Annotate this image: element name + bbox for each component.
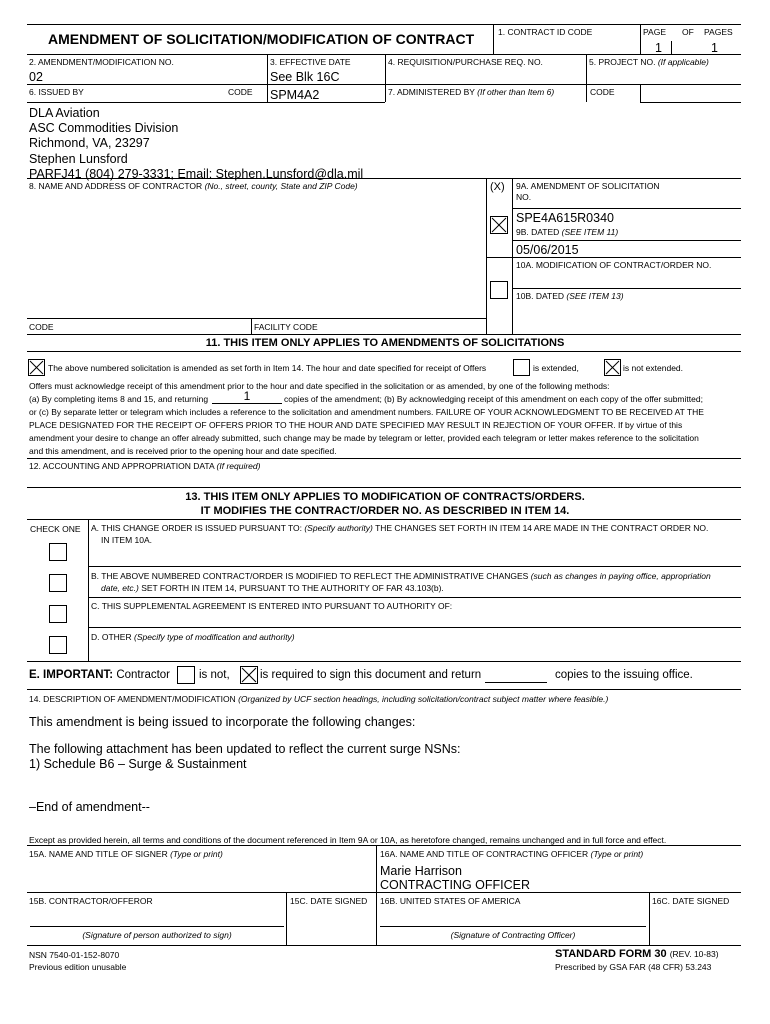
prescribed-by: Prescribed by GSA FAR (48 CFR) 53.243 [555,962,712,972]
dated-9b-value: 05/06/2015 [516,243,579,257]
standard-form-title: STANDARD FORM 30 (REV. 10-83) [555,948,719,960]
x-column-label: (X) [490,181,505,193]
amendment-no-label: 2. AMENDMENT/MODIFICATION NO. [29,57,174,67]
is-not-label: is not, [199,669,230,681]
option-d-checkbox[interactable] [49,636,67,654]
x-mark-icon [29,360,44,375]
contractor-signature-caption: (Signature of person authorized to sign) [82,930,232,940]
officer-date-signed-label: 16C. DATE SIGNED [652,896,730,906]
project-no-label: 5. PROJECT NO. (If applicable) [589,57,709,67]
is-not-checkbox[interactable] [177,666,195,684]
contractor-offeror-label: 15B. CONTRACTOR/OFFEROR [29,896,153,906]
contractor-date-signed-label: 15C. DATE SIGNED [290,896,368,906]
is-required-label: is required to sign this document and return [260,669,482,681]
x-mark-icon [605,360,620,375]
check-one-label: CHECK ONE [30,524,81,534]
issuer-line: PARFJ41 (804) 279-3331; Email: Stephen.Lunsford@dla.mil [29,166,364,181]
previous-edition-note: Previous edition unusable [29,962,127,972]
copies-count-value: 1 [243,389,251,403]
option-b-checkbox[interactable] [49,574,67,592]
x-mark-icon [241,667,257,683]
section-11-paragraph: and this amendment, and is received prior to the opening hour and date specified. [29,446,337,456]
except-text: Except as provided herein, all terms and conditions of the document referenced in Item 9A or 10A, as heretofore changed, remains unchanged and in full force and effect. [29,835,667,845]
amendment-no-value: 02 [29,70,43,84]
option-c-checkbox[interactable] [49,605,67,623]
option-a-text-2: IN ITEM 10A. [101,535,153,545]
contractor-code-label: CODE [29,322,54,332]
section-11-paragraph: Offers must acknowledge receipt of this amendment prior to the hour and date specified in the solicitation or as amended, by one of the following methods: [29,381,610,391]
option-b-text: B. THE ABOVE NUMBERED CONTRACT/ORDER IS MODIFIED TO REFLECT THE ADMINISTRATIVE CHANGES (such as changes in paying office, appropriation [91,571,711,581]
issuer-line: ASC Commodities Division [29,121,179,136]
modification-checkbox[interactable] [490,281,508,299]
signer-name-label: 15A. NAME AND TITLE OF SIGNER (Type or print) [29,849,223,859]
is-extended-label: is extended, [533,363,579,373]
officer-signature-caption: (Signature of Contracting Officer) [450,930,576,940]
is-extended-checkbox[interactable] [513,359,530,376]
pages-label: PAGES [704,27,733,37]
description-line: The following attachment has been updated to reflect the current surge NSNs: [29,742,461,756]
issued-by-code-value: SPM4A2 [270,88,320,102]
officer-title-value: CONTRACTING OFFICER [380,878,530,892]
administered-by-label: 7. ADMINISTERED BY (If other than Item 6) [388,87,555,97]
section-11-paragraph: copies of the amendment; (b) By acknowledging receipt of this amendment on each copy of the offer submitted; [284,394,703,404]
solicitation-no-label: 9A. AMENDMENT OF SOLICITATION [516,181,660,191]
issuer-line: Richmond, VA, 23297 [29,136,150,151]
contract-id-label: 1. CONTRACT ID CODE [498,27,593,37]
officer-name-label: 16A. NAME AND TITLE OF CONTRACTING OFFICER (Type or print) [380,849,644,859]
description-line: –End of amendment-- [29,800,150,814]
description-label: 14. DESCRIPTION OF AMENDMENT/MODIFICATION (Organized by UCF section headings, including solicitation/contract subject matter where feasible.) [29,694,609,704]
option-d-text: D. OTHER (Specify type of modification and authority) [91,632,295,642]
issuer-address [29,106,363,182]
is-required-checkbox-checked[interactable] [240,666,258,684]
issued-by-code-label: CODE [228,87,253,97]
not-extended-checkbox-checked[interactable] [604,359,621,376]
section-13-subtitle: IT MODIFIES THE CONTRACT/ORDER NO. AS DESCRIBED IN ITEM 14. [200,505,570,517]
accounting-data-label: 12. ACCOUNTING AND APPROPRIATION DATA (If required) [29,461,261,471]
requisition-label: 4. REQUISITION/PURCHASE REQ. NO. [388,57,543,67]
solicitation-no-value: SPE4A615R0340 [516,211,614,225]
important-line: E. IMPORTANT: Contractor [29,669,171,681]
issuer-line: DLA Aviation [29,106,100,120]
page-label: PAGE [643,27,666,37]
dated-9b-label: 9B. DATED (SEE ITEM 11) [516,227,619,237]
contractor-name-label: 8. NAME AND ADDRESS OF CONTRACTOR (No., street, county, State and ZIP Code) [29,181,358,191]
copies-to-office-label: copies to the issuing office. [555,669,693,681]
copies-count-underline [212,403,282,404]
form-title: AMENDMENT OF SOLICITATION/MODIFICATION OF CONTRACT [48,31,475,47]
offers-checkbox-checked[interactable] [28,359,45,376]
issued-by-label: 6. ISSUED BY [29,87,84,97]
nsn-number: NSN 7540-01-152-8070 [29,950,120,960]
section-11-paragraph: (a) By completing items 8 and 15, and returning [29,394,209,404]
modification-no-label: 10A. MODIFICATION OF CONTRACT/ORDER NO. [516,260,712,270]
return-copies-blank[interactable] [485,682,547,683]
section-11-title: 11. THIS ITEM ONLY APPLIES TO AMENDMENTS OF SOLICITATIONS [205,337,565,349]
effective-date-value: See Blk 16C [270,70,340,84]
effective-date-label: 3. EFFECTIVE DATE [270,57,351,67]
description-line: This amendment is being issued to incorporate the following changes: [29,715,416,729]
section-11-paragraph: amendment your desire to change an offer already submitted, such change may be made by telegram or letter, provided each telegram or letter makes reference to the solicitation [29,433,699,443]
option-a-text: A. THIS CHANGE ORDER IS ISSUED PURSUANT TO: (Specify authority) THE CHANGES SET FORTH IN ITEM 14 ARE MADE IN THE CONTRACT ORDER NO. [91,523,709,533]
section-11-line1: The above numbered solicitation is amended as set forth in Item 14. The hour and date specified for receipt of Offers [48,363,487,373]
officer-name-value: Marie Harrison [380,864,462,878]
option-b-text-2: date, etc.) SET FORTH IN ITEM 14, PURSUANT TO THE AUTHORITY OF FAR 43.103(b). [101,583,444,593]
administered-by-code-label: CODE [590,87,615,97]
option-c-text: C. THIS SUPPLEMENTAL AGREEMENT IS ENTERED INTO PURSUANT TO AUTHORITY OF: [91,601,453,611]
option-a-checkbox[interactable] [49,543,67,561]
pages-value: 1 [711,41,718,55]
dated-10b-label: 10B. DATED (SEE ITEM 13) [516,291,624,301]
solicitation-no-label-2: NO. [516,192,532,202]
x-mark-icon [491,217,507,233]
section-11-paragraph: PLACE DESIGNATED FOR THE RECEIPT OF OFFERS PRIOR TO THE HOUR AND DATE SPECIFIED MAY RESULT IN REJECTION OF YOUR OFFER. If by virtue of this [29,420,683,430]
page-value: 1 [655,41,662,55]
amendment-checkbox-checked[interactable] [490,216,508,234]
issuer-line: Stephen Lunsford [29,151,128,166]
section-11-paragraph: or (c) By separate letter or telegram which includes a reference to the solicitation and amendment numbers. FAILURE OF YOUR ACKNOWLEDGMENT TO BE RECEIVED AT THE [29,407,704,417]
description-line: 1) Schedule B6 – Surge & Sustainment [29,757,247,771]
section-13-title: 13. THIS ITEM ONLY APPLIES TO MODIFICATION OF CONTRACTS/ORDERS. [185,491,585,503]
of-label: OF [682,27,694,37]
not-extended-label: is not extended. [623,363,684,373]
facility-code-label: FACILITY CODE [254,322,318,332]
united-states-label: 16B. UNITED STATES OF AMERICA [380,896,521,906]
